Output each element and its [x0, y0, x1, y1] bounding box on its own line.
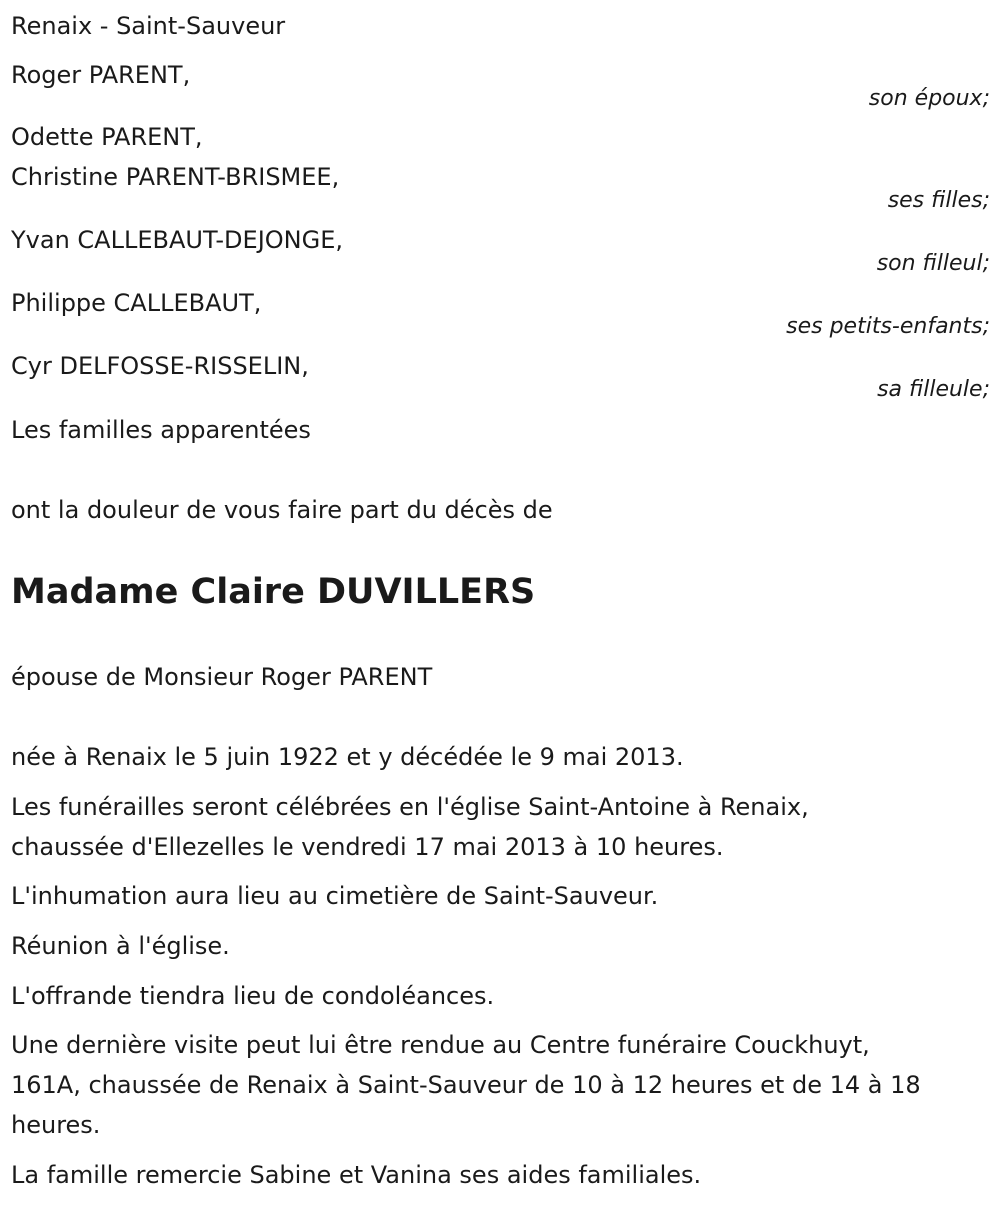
relation-daughters: ses filles; — [887, 188, 990, 213]
funeral-line-2: chaussée d'Ellezelles le vendredi 17 mai 2013 à 10 heures. — [11, 833, 724, 861]
birth-death-dates: née à Renaix le 5 juin 1922 et y décédée le 9 mai 2013. — [11, 743, 684, 771]
offering-line: L'offrande tiendra lieu de condoléances. — [11, 982, 495, 1010]
relation-goddaughter: sa filleule; — [877, 377, 990, 402]
announcement: ont la douleur de vous faire part du décès de — [11, 496, 553, 524]
spouse-line: épouse de Monsieur Roger PARENT — [11, 663, 433, 691]
family-name-daughter-2: Christine PARENT-BRISMEE, — [11, 163, 340, 191]
relation-grandchildren: ses petits-enfants; — [786, 314, 990, 339]
family-name-godson: Yvan CALLEBAUT-DEJONGE, — [11, 226, 344, 254]
visit-line-2: 161A, chaussée de Renaix à Saint-Sauveur de 10 à 12 heures et de 14 à 18 — [11, 1071, 921, 1099]
visit-line-1: Une dernière visite peut lui être rendue au Centre funéraire Couckhuyt, — [11, 1031, 870, 1059]
family-name-grandchildren: Philippe CALLEBAUT, — [11, 289, 262, 317]
family-name-goddaughter: Cyr DELFOSSE-RISSELIN, — [11, 352, 309, 380]
deceased-name: Madame Claire DUVILLERS — [11, 572, 536, 612]
relation-godson: son filleul; — [876, 251, 990, 276]
relation-spouse: son époux; — [868, 86, 990, 111]
location-header: Renaix - Saint-Sauveur — [11, 12, 286, 40]
family-name-spouse: Roger PARENT, — [11, 61, 191, 89]
funeral-line-1: Les funérailles seront célébrées en l'église Saint-Antoine à Renaix, — [11, 793, 809, 821]
thanks-line: La famille remercie Sabine et Vanina ses aides familiales. — [11, 1161, 702, 1189]
families-line: Les familles apparentées — [11, 416, 311, 444]
burial-line: L'inhumation aura lieu au cimetière de Saint-Sauveur. — [11, 882, 659, 910]
visit-line-3: heures. — [11, 1111, 101, 1139]
meeting-line: Réunion à l'église. — [11, 932, 230, 960]
family-name-daughter-1: Odette PARENT, — [11, 123, 203, 151]
